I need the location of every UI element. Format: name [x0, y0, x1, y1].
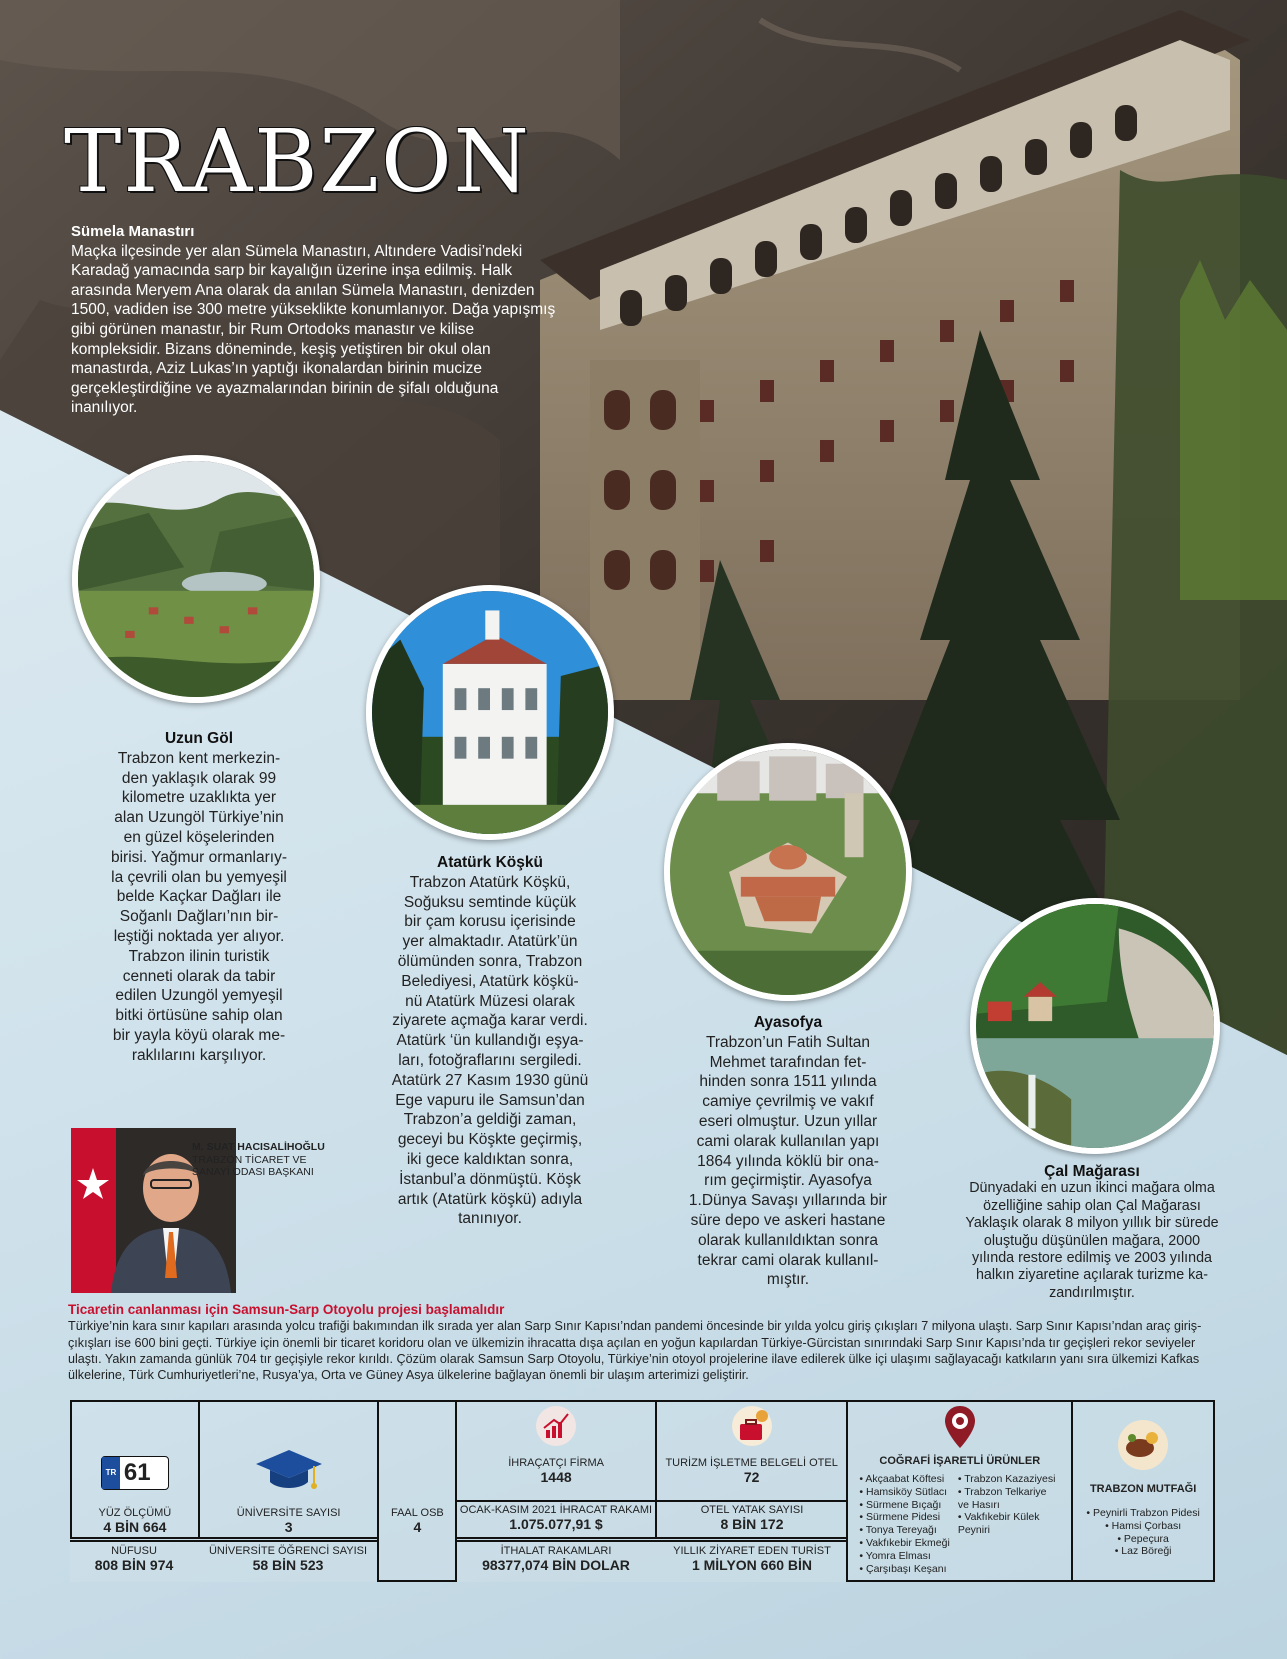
text-line: Mehmet tarafından fet- [709, 1053, 867, 1071]
trade-heading: Ticaretin canlanması için Samsun-Sarp Otoyolu projesi başlamalıdır [68, 1302, 505, 1317]
sumela-text: Maçka ilçesinde yer alan Sümela Manastırı, Altındere Vadisi’ndeki Karadağ yamacında sarp bir kayalığın üzerine inşa edilmiş. Halk arasında Meryem Ana olarak da anılan Sümela Manastırı, denizden 1500, vadiden ise 300 metre yükseklikte konumlanıyor. Dağa yapışmış gibi görünen manastır, bir Rum Ortodoks manastır ve kilise kompleksidir. Bizans döneminde, keşiş yetiştiren bir okul olan manastırda, Aziz Lukas’ın yaptığı ikonalardan birinin mucize gerçekleştirdiğine ve ayazmalarından birinin de şifalı olduğuna inanılıyor. [71, 242, 556, 417]
ayasofya-section [668, 1013, 908, 1290]
university-value: 3 [284, 1519, 293, 1535]
export-label: OCAK-KASIM 2021 İHRACAT RAKAMI [459, 1504, 653, 1516]
list-item: • Vakfıkebir Ekmeği [859, 1537, 949, 1550]
page-title: TRABZON [64, 112, 531, 212]
text-line: özelliğine sahip olan Çal Mağarası [983, 1197, 1201, 1214]
university-label: ÜNİVERSİTE SAYISI [236, 1507, 341, 1519]
list-item: • Vakfıkebir Külek Peyniri [958, 1511, 1058, 1537]
university-cell [199, 1401, 379, 1538]
text-line: Trabzon’un Fatih Sultan [706, 1033, 870, 1051]
list-item: • Sürmene Pidesi [859, 1511, 949, 1524]
plate-number: 61 [123, 1459, 151, 1486]
text-line: yer almaktadır. Atatürk’ün [402, 933, 578, 951]
list-item: • Akçaabat Köftesi [859, 1473, 949, 1486]
text-line: Belediyesi, Atatürk köşkü- [401, 972, 579, 990]
ataturk-kosku-photo [366, 585, 614, 840]
text-line: bitki örtüsüne sahip olan [115, 1007, 283, 1025]
license-plate-icon [101, 1456, 169, 1490]
text-line: den yaklaşık olarak 99 [121, 769, 277, 787]
ataturk-heading: Atatürk Köşkü [437, 854, 543, 871]
uzungol-heading: Uzun Göl [164, 730, 234, 747]
text-line: ziyarete açmağa karar verdi. [392, 1012, 588, 1030]
text-line: cenneti olarak da tabir [122, 967, 276, 985]
tourist-label: YILLIK ZİYARET EDEN TURİST [673, 1545, 831, 1557]
export-value: 1.075.077,91 $ [509, 1516, 603, 1532]
geo-products-cell [847, 1401, 1072, 1581]
cuisine-list [1076, 1507, 1210, 1558]
cuisine-title: TRABZON MUTFAĞI [1089, 1483, 1197, 1495]
text-line: 1.Dünya Savaşı yıllarında bir [688, 1192, 888, 1210]
text-line: Yaklaşık olarak 8 milyon yıllık bir sürede [965, 1215, 1219, 1232]
list-item: • Peynirli Trabzon Pidesi [1076, 1507, 1210, 1520]
area-cell [71, 1401, 199, 1538]
text-line: oluştuğu düşünülen mağara, 2000 [983, 1232, 1201, 1249]
text-line: la çevrili olan bu yemyeşil [111, 868, 287, 886]
text-line: rım geçirmiştir. Ayasofya [704, 1172, 872, 1190]
ayasofya-text [668, 1033, 908, 1290]
portrait-caption [192, 1141, 325, 1179]
exporter-label: İHRAÇATÇI FİRMA [508, 1457, 604, 1469]
sumela-heading: Sümela Manastırı [71, 223, 195, 240]
text-line: bir yayla köyü olarak me- [112, 1026, 286, 1044]
text-line: alan Uzungöl Türkiye’nin [114, 809, 284, 827]
uzungol-section [84, 729, 314, 1066]
population-label: NÜFUSU [111, 1545, 157, 1557]
growth-chart-icon [534, 1404, 578, 1448]
export-block [456, 1504, 656, 1532]
text-line: tanınıyor. [458, 1210, 522, 1228]
text-line: Trabzon ilinin turistik [128, 947, 270, 965]
hotel-label: TURİZM İŞLETME BELGELİ OTEL [665, 1457, 838, 1469]
students-label: ÜNİVERSİTE ÖĞRENCİ SAYISI [208, 1545, 368, 1557]
area-value: 4 BİN 664 [103, 1519, 167, 1535]
text-line: İstanbul’a dönmüştü. Köşk [399, 1170, 581, 1188]
text-line: süre depo ve askeri hastane [690, 1211, 886, 1229]
list-item: • Hamsi Çorbası [1076, 1520, 1210, 1533]
text-line: ölümünden sonra, Trabzon [397, 952, 583, 970]
text-line: ları, fotoğraflarını sergiledi. [398, 1051, 582, 1069]
cuisine-cell [1072, 1401, 1214, 1581]
text-line: zandırılmıştır. [1049, 1284, 1135, 1301]
text-line: yılında restore edilmiş ve 2003 yılında [972, 1250, 1212, 1267]
students-block [198, 1545, 378, 1573]
text-line: Ege vapuru ile Samsun’dan [395, 1091, 585, 1109]
text-line: Soğuksu semtinde küçük [403, 893, 577, 911]
list-item: • Hamsiköy Sütlacı [859, 1486, 949, 1499]
text-line: geceyi bu Köşkte geçirmiş, [397, 1131, 583, 1149]
list-item: • Trabzon Kazaziyesi [958, 1473, 1058, 1486]
list-item: • Çarşıbaşı Keşanı [859, 1563, 949, 1576]
chairman-name: M. SUAT HACISALİHOĞLU [192, 1141, 325, 1153]
text-line: edilen Uzungöl yemyeşil [115, 987, 283, 1005]
list-item: • Pepeçura [1076, 1533, 1210, 1546]
area-label: YÜZ ÖLÇÜMÜ [98, 1507, 172, 1519]
text-line: nü Atatürk Müzesi olarak [405, 992, 575, 1010]
uzungol-text [84, 749, 314, 1066]
cal-section [932, 1163, 1252, 1302]
population-block [70, 1545, 198, 1573]
text-line: olarak kullanıldıktan sonra [697, 1231, 879, 1249]
text-line: belde Kaçkar Dağları ile [116, 888, 282, 906]
trade-section [68, 1302, 1228, 1383]
chairman-role-line1: TRABZON TİCARET VE [192, 1153, 307, 1166]
list-item: • Laz Böreği [1076, 1545, 1210, 1558]
text-line: Soğanlı Dağları’nın bir- [119, 908, 279, 926]
import-value: 98377,074 BİN DOLAR [482, 1557, 630, 1573]
geo-list-1 [859, 1473, 949, 1575]
text-line: raklılarını karşılıyor. [131, 1046, 267, 1064]
text-line: mıştır. [766, 1271, 810, 1289]
osb-value: 4 [413, 1519, 422, 1535]
text-line: Atatürk 27 Kasım 1930 günü [391, 1071, 589, 1089]
ayasofya-heading: Ayasofya [753, 1014, 823, 1031]
text-line: Atatürk ‘ün kullandığı eşya- [396, 1032, 584, 1050]
list-item: • Tonya Tereyağı [859, 1524, 949, 1537]
text-line: artık (Atatürk köşkü) adıyla [397, 1190, 583, 1208]
text-line: Trabzon Atatürk Köşkü, [409, 873, 571, 891]
text-line: halkın ziyaretine açılarak turizme ka- [975, 1267, 1209, 1284]
osb-label: FAAL OSB [390, 1507, 444, 1519]
text-line: en güzel köşelerinden [123, 828, 275, 846]
list-item: • Trabzon Telkariye ve Hasırı [958, 1486, 1058, 1512]
sumela-section [71, 222, 556, 418]
list-item: • Yomra Elması [859, 1550, 949, 1563]
students-value: 58 BİN 523 [252, 1557, 324, 1573]
text-line: Dünyadaki en uzun ikinci mağara olma [969, 1180, 1215, 1197]
text-line: iki gece kaldıktan sonra, [406, 1150, 574, 1168]
tourist-block [656, 1545, 848, 1573]
text-line: Trabzon’a geldiği zaman, [403, 1111, 577, 1129]
ataturk-text [360, 873, 620, 1229]
import-label: İTHALAT RAKAMLARI [500, 1545, 612, 1557]
text-line: camiye çevrilmiş ve vakıf [702, 1093, 874, 1111]
chairman-role-line2: SANAYİ ODASI BAŞKANI [192, 1166, 314, 1178]
ataturk-section [360, 853, 620, 1229]
text-line: bir çam korusu içerisinde [404, 913, 576, 931]
cal-magarasi-photo [970, 898, 1220, 1154]
geo-title: COĞRAFİ İŞARETLİ ÜRÜNLER [879, 1455, 1041, 1467]
text-line: Trabzon kent merkezin- [117, 749, 281, 767]
food-plate-icon [1116, 1418, 1170, 1472]
import-block [456, 1545, 656, 1573]
location-pin-icon [943, 1404, 977, 1450]
plate-country: TR [102, 1457, 120, 1489]
population-value: 808 BİN 974 [94, 1557, 174, 1573]
text-line: tekrar cami olarak kullanıl- [697, 1251, 879, 1269]
text-line: leştiği noktada yer alıyor. [113, 927, 285, 945]
cal-heading: Çal Mağarası [1044, 1163, 1140, 1180]
trade-text: Türkiye’nin kara sınır kapıları arasında yolcu trafiği bakımından ilk sırada yer alan Sarp Sınır Kapısı’ndan pandemi öncesinde bir yılda yolcu giriş çıkışları 7 milyona ulaştı. Sarp Sınır Kapısı’ndan araç giriş-çıkışları ise 600 bini geçti. Türkiye için önemli bir ticaret koridoru olan ve ülkemizin ihracatta dışa açılan en yoğun kapılardan Türkiye-Gürcistan sınırındaki Sarp Sınır Kapısı’nda tır geçişleri rekor seviyeler ulaştı. Yakın zamanda günlük 704 tır geçişiyle rekor kırıldı. Çözüm olarak Samsun Sarp Otoyolu, Türkiye’nin otoyol projelerine ilave edilerek ülke içi ulaşımı sağlayacağı katkıların yanı sıra ülkemizi Kafkas ülkelerine, Türk Cumhuriyetleri’ne, Rusya’ya, Orta ve Güney Asya ülkelerine bağlayan önemli bir ulaşım arterimizi geliştirir. [68, 1319, 1202, 1383]
text-line: eseri olmuştur. Uzun yıllar [698, 1112, 878, 1130]
exporter-value: 1448 [540, 1469, 572, 1485]
cal-text [932, 1180, 1252, 1302]
osb-cell [378, 1401, 456, 1581]
suitcase-balloon-icon [730, 1404, 774, 1448]
text-line: hinden sonra 1511 yılında [699, 1073, 877, 1091]
ayasofya-photo [664, 743, 912, 1001]
graduation-cap-icon [254, 1446, 324, 1494]
list-item: • Sürmene Bıçağı [859, 1499, 949, 1512]
text-line: kilometre uzaklıkta yer [121, 789, 277, 807]
bed-label: OTEL YATAK SAYISI [700, 1504, 804, 1516]
bed-value: 8 BİN 172 [720, 1516, 784, 1532]
tourist-value: 1 MİLYON 660 BİN [691, 1557, 813, 1573]
text-line: 1864 yılında köklü bir ona- [697, 1152, 879, 1170]
uzungol-photo [72, 455, 320, 703]
geo-list-2 [958, 1473, 1058, 1575]
text-line: birisi. Yağmur ormanlarıy- [110, 848, 287, 866]
bed-block [656, 1504, 848, 1532]
text-line: cami olarak kullanılan yapı [696, 1132, 880, 1150]
hotel-value: 72 [743, 1469, 760, 1485]
